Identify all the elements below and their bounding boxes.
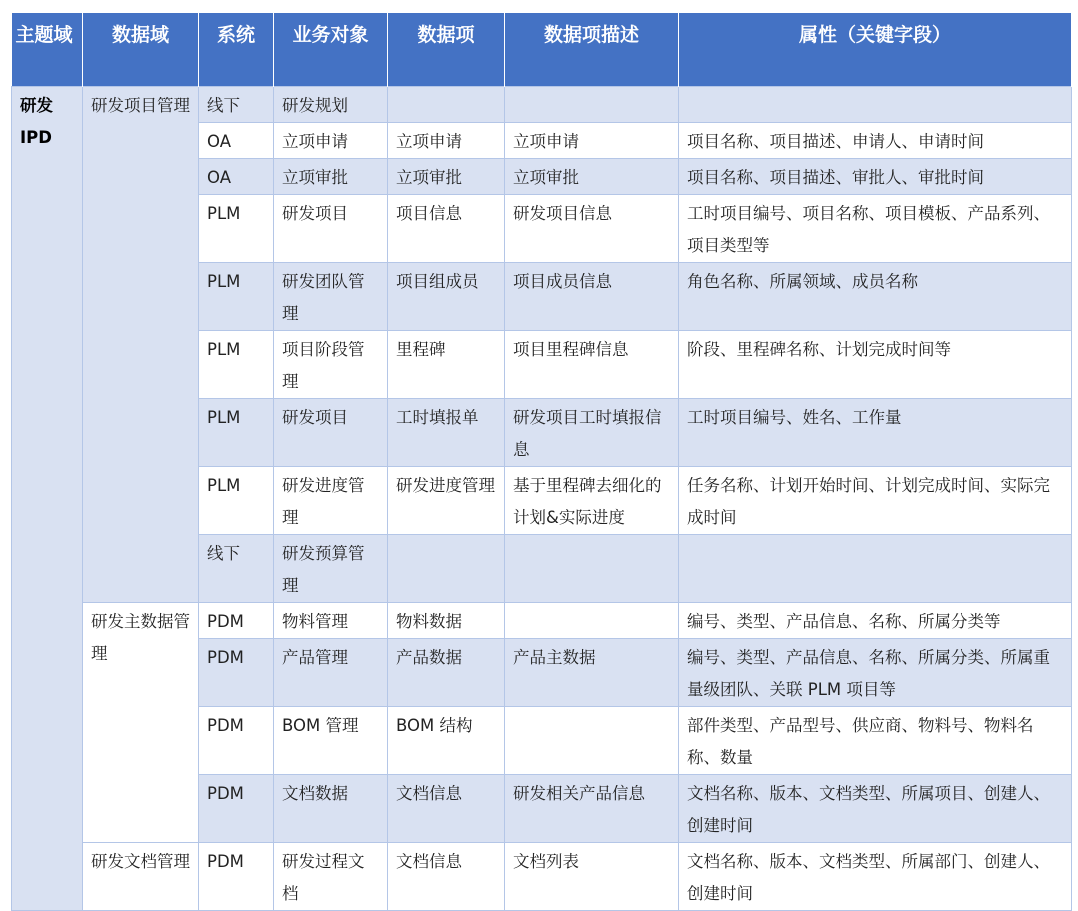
attrs-cell: 编号、类型、产品信息、名称、所属分类、所属重量级团队、关联 PLM 项目等 (679, 638, 1072, 706)
system-cell: 线下 (199, 86, 274, 122)
system-cell: OA (199, 122, 274, 158)
header-system: 系统 (199, 13, 274, 86)
desc-cell: 项目里程碑信息 (505, 330, 679, 398)
attrs-cell (679, 534, 1072, 602)
item-cell: BOM 结构 (388, 706, 505, 774)
item-cell: 立项申请 (388, 122, 505, 158)
item-cell: 项目组成员 (388, 262, 505, 330)
object-cell: 研发项目 (274, 194, 388, 262)
system-cell: OA (199, 158, 274, 194)
header-business-object: 业务对象 (274, 13, 388, 86)
system-cell: PDM (199, 638, 274, 706)
system-cell: PDM (199, 706, 274, 774)
desc-cell: 立项申请 (505, 122, 679, 158)
item-cell (388, 534, 505, 602)
header-data-domain: 数据域 (83, 13, 199, 86)
data-asset-table (11, 13, 1072, 911)
system-cell: PLM (199, 194, 274, 262)
object-cell: 项目阶段管理 (274, 330, 388, 398)
desc-cell: 文档列表 (505, 842, 679, 910)
item-cell: 产品数据 (388, 638, 505, 706)
item-cell: 项目信息 (388, 194, 505, 262)
attrs-cell: 编号、类型、产品信息、名称、所属分类等 (679, 602, 1072, 638)
attrs-cell (679, 86, 1072, 122)
system-cell: PLM (199, 330, 274, 398)
data-domain-cell: 研发文档管理 (83, 842, 199, 910)
item-cell (388, 86, 505, 122)
data-domain-cell: 研发项目管理 (83, 86, 199, 602)
system-cell: PLM (199, 466, 274, 534)
table-row (12, 602, 1072, 638)
desc-cell (505, 86, 679, 122)
attrs-cell: 文档名称、版本、文档类型、所属部门、创建人、创建时间 (679, 842, 1072, 910)
desc-cell (505, 534, 679, 602)
object-cell: 物料管理 (274, 602, 388, 638)
item-cell: 文档信息 (388, 842, 505, 910)
attrs-cell: 项目名称、项目描述、申请人、申请时间 (679, 122, 1072, 158)
system-cell: PDM (199, 842, 274, 910)
item-cell: 物料数据 (388, 602, 505, 638)
desc-cell (505, 602, 679, 638)
object-cell: 立项申请 (274, 122, 388, 158)
header-attributes: 属性（关键字段） (679, 13, 1072, 86)
object-cell: 产品管理 (274, 638, 388, 706)
header-row (12, 13, 1072, 86)
desc-cell: 研发相关产品信息 (505, 774, 679, 842)
item-cell: 立项审批 (388, 158, 505, 194)
theme-domain-cell: 研发 IPD (12, 86, 83, 910)
object-cell: 研发进度管理 (274, 466, 388, 534)
attrs-cell: 工时项目编号、姓名、工作量 (679, 398, 1072, 466)
object-cell: 研发预算管理 (274, 534, 388, 602)
attrs-cell: 阶段、里程碑名称、计划完成时间等 (679, 330, 1072, 398)
attrs-cell: 任务名称、计划开始时间、计划完成时间、实际完成时间 (679, 466, 1072, 534)
item-cell: 工时填报单 (388, 398, 505, 466)
item-cell: 里程碑 (388, 330, 505, 398)
system-cell: PDM (199, 774, 274, 842)
desc-cell: 基于里程碑去细化的计划&实际进度 (505, 466, 679, 534)
system-cell: PLM (199, 262, 274, 330)
desc-cell: 立项审批 (505, 158, 679, 194)
object-cell: 文档数据 (274, 774, 388, 842)
attrs-cell: 角色名称、所属领域、成员名称 (679, 262, 1072, 330)
header-data-item: 数据项 (388, 13, 505, 86)
object-cell: 研发项目 (274, 398, 388, 466)
desc-cell: 研发项目信息 (505, 194, 679, 262)
item-cell: 研发进度管理 (388, 466, 505, 534)
header-theme-domain: 主题域 (12, 13, 83, 86)
object-cell: 研发规划 (274, 86, 388, 122)
desc-cell: 项目成员信息 (505, 262, 679, 330)
desc-cell: 产品主数据 (505, 638, 679, 706)
table-row (12, 842, 1072, 910)
data-domain-cell: 研发主数据管理 (83, 602, 199, 842)
item-cell: 文档信息 (388, 774, 505, 842)
attrs-cell: 部件类型、产品型号、供应商、物料号、物料名称、数量 (679, 706, 1072, 774)
desc-cell (505, 706, 679, 774)
table-row (12, 86, 1072, 122)
system-cell: PDM (199, 602, 274, 638)
object-cell: 立项审批 (274, 158, 388, 194)
object-cell: BOM 管理 (274, 706, 388, 774)
desc-cell: 研发项目工时填报信息 (505, 398, 679, 466)
system-cell: 线下 (199, 534, 274, 602)
header-data-item-desc: 数据项描述 (505, 13, 679, 86)
attrs-cell: 工时项目编号、项目名称、项目模板、产品系列、项目类型等 (679, 194, 1072, 262)
attrs-cell: 文档名称、版本、文档类型、所属项目、创建人、创建时间 (679, 774, 1072, 842)
system-cell: PLM (199, 398, 274, 466)
attrs-cell: 项目名称、项目描述、审批人、审批时间 (679, 158, 1072, 194)
object-cell: 研发过程文档 (274, 842, 388, 910)
object-cell: 研发团队管理 (274, 262, 388, 330)
